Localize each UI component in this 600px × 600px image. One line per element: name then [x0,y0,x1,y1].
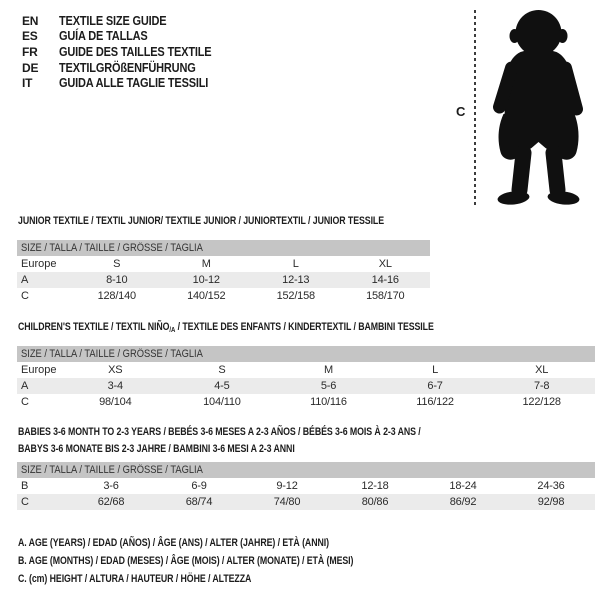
table-cell: 12-13 [282,274,310,286]
row-label: A [21,380,29,392]
language-row-es [22,29,232,45]
row-label: C [21,396,29,408]
children-size-table [17,346,595,410]
language-row-fr [22,44,232,60]
table-cell: XL [535,364,549,376]
table-cell: 4-5 [214,380,230,392]
row-label: B [21,480,29,492]
table-cell: 74/80 [273,496,301,508]
table-cell: 110/116 [310,396,347,408]
table-cell: 5-6 [320,380,337,392]
table-cell: 6-9 [191,480,207,492]
table-cell: M [324,364,333,376]
language-title: GUIDE DES TAILLES TEXTILE [59,44,212,59]
table-row-age-months [17,478,595,494]
language-row-de [22,60,232,76]
babies-size-table [17,462,595,510]
table-cell: 8-10 [106,274,128,286]
footnote-age-months: B. AGE (MONTHS) / EDAD (MESES) / ÂGE (MOIS) / ALTER (MONATE) / ETÀ (MESI) [18,555,354,568]
language-title: TEXTILGRÖßENFÜHRUNG [59,60,196,75]
size-header-bar [17,462,595,478]
table-cell: 116/122 [416,396,454,408]
language-code: FR [22,44,38,59]
table-cell: 80/86 [361,496,389,508]
table-cell: L [432,364,439,376]
table-row-height [17,394,595,410]
babies-heading-line1: BABIES 3-6 MONTH TO 2-3 YEARS / BEBÉS 3-6 MESES A 2-3 AÑOS / BÉBÉS 3-6 MOIS À 2-3 ANS / [18,426,421,438]
row-label: Europe [21,364,57,376]
table-row-height [17,288,430,304]
language-title: GUÍA DE TALLAS [59,29,148,44]
table-row-height [17,494,595,510]
footnotes [18,534,437,589]
table-cell: 24-36 [537,480,565,492]
table-cell: XS [108,364,123,376]
table-row-europe [17,256,430,272]
children-heading-post: / TEXTILE DES ENFANTS / KINDERTEXTIL / BAMBINI TESSILE [175,321,434,333]
footnote-age-years: A. AGE (YEARS) / EDAD (AÑOS) / ÂGE (ANS) / ALTER (JAHRE) / ETÀ (ANNI) [18,537,329,549]
size-header-label: SIZE / TALLA / TAILLE / GRÖSSE / TAGLIA [21,242,203,254]
junior-size-table [17,240,430,304]
row-label: C [21,290,29,302]
table-row-age [17,378,595,394]
language-code: ES [22,29,38,44]
babies-section-heading [18,424,421,457]
table-cell: 10-12 [192,274,220,286]
table-cell: 104/110 [203,396,241,408]
language-title: GUIDA ALLE TAGLIE TESSILI [59,76,209,91]
language-code: EN [22,13,39,28]
table-cell: S [113,258,121,270]
baby-silhouette-icon [486,8,592,208]
table-cell: 152/158 [276,290,315,302]
height-measure-dashed-line [474,10,476,207]
language-title: TEXTILE SIZE GUIDE [59,13,167,28]
table-cell: 62/68 [97,496,125,508]
table-cell: L [292,258,299,270]
row-label: C [21,496,29,508]
table-cell: 9-12 [276,480,298,492]
table-cell: XL [378,258,392,270]
size-header-bar [17,346,595,362]
table-cell: 3-4 [107,380,123,392]
language-list [22,13,232,91]
height-measure-label: C [456,104,466,119]
children-section-heading [18,321,434,334]
size-header-label: SIZE / TALLA / TAILLE / GRÖSSE / TAGLIA [21,348,203,360]
table-cell: M [201,258,211,270]
table-cell: S [218,364,226,376]
table-cell: 12-18 [361,480,389,492]
table-cell: 128/140 [97,290,136,302]
table-cell: 98/104 [99,396,132,408]
language-code: DE [22,60,39,75]
children-heading-pre: CHILDREN'S TEXTILE / TEXTIL NIÑO [18,321,170,333]
language-row-en [22,13,232,29]
table-cell: 158/170 [366,290,405,302]
table-cell: 140/152 [187,290,226,302]
table-cell: 14-16 [371,274,399,286]
size-header-bar [17,240,430,256]
table-cell: 7-8 [534,380,550,392]
row-label: A [21,274,29,286]
row-label: Europe [21,258,57,270]
table-row-age [17,272,430,288]
table-cell: 68/74 [185,496,213,508]
table-cell: 92/98 [537,496,565,508]
language-code: IT [22,76,33,91]
junior-section-heading: JUNIOR TEXTILE / TEXTIL JUNIOR/ TEXTILE JUNIOR / JUNIORTEXTIL / JUNIOR TESSILE [18,215,385,227]
footnote-height: C. (cm) HEIGHT / ALTURA / HAUTEUR / HÖHE / ALTEZZA [18,573,252,586]
table-cell: 86/92 [449,496,477,508]
children-heading-sub: /A [169,325,176,334]
table-cell: 3-6 [103,480,119,492]
size-header-label: SIZE / TALLA / TAILLE / GRÖSSE / TAGLIA [21,464,203,476]
table-row-europe [17,362,595,378]
table-cell: 122/128 [522,396,561,408]
table-cell: 18-24 [449,480,477,492]
language-row-it [22,75,232,91]
table-cell: 6-7 [427,380,443,392]
babies-heading-line2: BABYS 3-6 MONATE BIS 2-3 JAHRE / BAMBINI 3-6 MESI A 2-3 ANNI [18,442,295,455]
